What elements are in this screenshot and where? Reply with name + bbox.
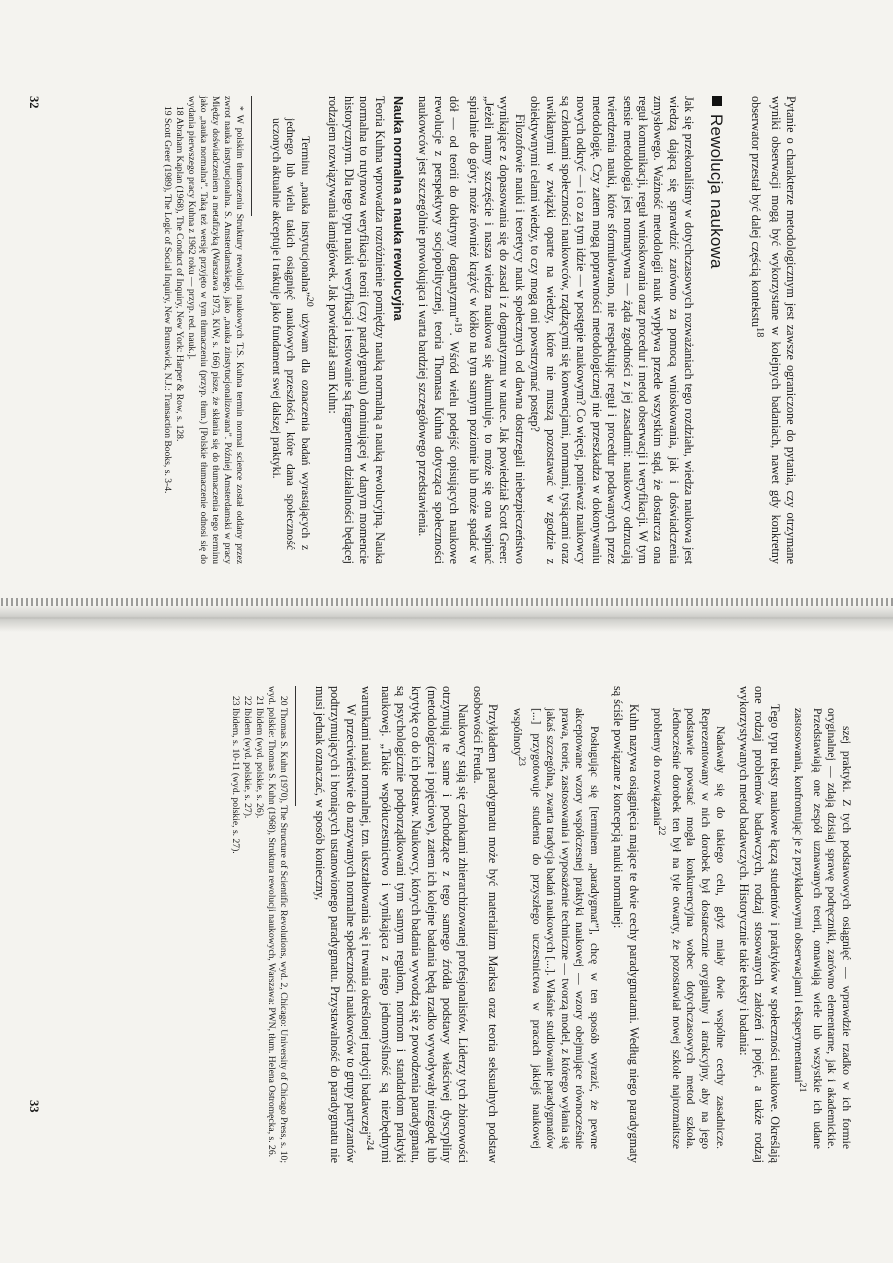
square-bullet-icon [712, 96, 722, 106]
page-number: 33 [27, 1100, 41, 1113]
section-title: Rewolucja naukowa [708, 96, 723, 564]
left-page [0, 0, 893, 610]
page-number: 32 [27, 96, 41, 109]
footnote: 20 Thomas S. Kuhn (1970), The Structure of Scientific Revolutions, wyd. 2, Chicago: University of Chicago Press, s. 10; wyd. polskie: Thomas S. Kuhn (1968), Struktura rewolucji naukowych, Warszawa: PWN, tłum. Helena Ostromęcka, s. 26. [265, 686, 289, 1163]
block-quote: szej praktyki. Z tych podstawowych osiągnięć — wprawdzie rzadko w ich formie oryginalnej — zdają dzisiaj sprawę podręczniki, zarówno elementarne, jak i akademickie. Przedstawiają one zespół uznawanych teorii, omawiają wiele lub wszystkie ich udane zastosowania, konfrontując je z przykładowymi obserwacjami i eksperymentami$^{21}$ [792, 708, 853, 1149]
paragraph: Tego typu teksty naukowe łączą studentów i praktyków w społeczności naukowe. Określają one rodzaj problemów badawczych, rodzaj stosowanych założeń i pojęć, a także rodzaj wykorzystywanych metod badawczych. Historycznie takie teksty i badania: [736, 686, 782, 1163]
paragraph: Kuhn nazywa osiągnięcia mające te dwie cechy paradygmatami. Według niego paradygmaty są ściśle powiązane z koncepcją nauki normalnej: [611, 686, 641, 1163]
right-page [0, 628, 893, 1263]
paragraph: Przykładem paradygmatu może być materializm Marksa oraz teoria seksualnych podstaw osobowości Freuda. [471, 686, 501, 1163]
paragraph: Naukowcy stają się członkami zhierarchizowanej profesjonalistów. Liderzy tych zbiorowości otrzymują te same i pochodzące z tego samego źródła podstawy właściwej dyscypliny (metodologiczne i pojęciowe), zatem ich kolejne badania będą rzadko wywoływały niezgodę lub krytykę co do ich podstaw. Naukowcy, których badania wywodzą się z powodzenia paradygmatu, są psychologicznie podporządkowani tym samym regułom, normom i standardom praktyki naukowej. „Takie współuczestnictwo i wynikająca z niego jednomyślność są niezbędnymi warunkami nauki normalnej, tzn. ukształtowania się i trwania określonej tradycji badawczej”$^{24}$ [359, 686, 470, 1163]
footnote-divider [251, 96, 252, 216]
footnote: 19 Scott Greer (1989), The Logic of Social Inquiry, New Brunswick, N.J.: Transaction Books, s. 3-4. [162, 106, 174, 494]
footnote: 22 Ibidem (wyd. polskie, s. 27). [241, 696, 253, 819]
subsection-title: Nauka normalna a nauka rewolucyjna [390, 96, 405, 321]
paragraph: Teoria Kuhna wprowadza rozróżnienie pomiędzy nauką normalną a nauką rewolucyjną. Nauka normalna to rutynowa weryfikacja teorii (czy paradygmatu) dominującej w danym momencie historycznym. Dla tego typu nauki weryfikacja i testowanie są fragmentem działalności będącej rodzajem rozwiązywania łamigłówek. Jak powiedział sam Kuhn: [326, 96, 387, 564]
paragraph: Filozofowie nauki i teoretycy nauk społecznych od dawna dostrzegali niebezpieczeństwo wynikające z dopasowania się do zasad i z dogmatyzmu w nauce. Jak powiedział Scott Greer: „Jeżeli mamy szczęście i nasza wiedza naukowa się akumuluje, to może się ona wspinać spiralnie do góry; może również krążyć w kółko na tym samym poziomie lub może spadać w dół — od teorii do doktryny dogmatyzmu”$^{19}$. Wśród wielu podejść opisujących naukowe rewolucje z perspektywy socjopolitycznej, teoria Thomasa Kuhna dotycząca społeczności naukowców jest szczególnie prowokująca i warta bardziej szczegółowego przedstawienia. [416, 96, 527, 564]
intro-paragraph: Pytanie o charakterze metodologicznym jest zawsze ograniczone do pytania, czy otrzymane wyniki obserwacji mogą być wykorzystane w kolejnych badaniach, nawet gdy konkretny obserwator przestał być dalej częścią kontekstu$^{18}$ [749, 96, 798, 564]
footnote-divider [295, 686, 296, 806]
footnote: * W polskim tłumaczeniu Struktury rewolucji naukowych T.S. Kuhna termin normal science został oddany przez zwrot nauka instytucjonalna. S. Amsterdamskiego, jako „nauka zinstytucjonalizowana”. Później Amsterdamski w pracy Między doświadczeniem a metafizyką (Warszawa 1973, KiW, s. 166) pisze, że skłania się do tłumaczenia tego terminu jako „nauka normalna”. Taką też wersję przyjęto w tym tłumaczeniu (przyp. tłum.) [Polskie tłumaczenie odnosi się do wydania pierwszego pracy Kuhna z 1962 roku — przyp. red. nauk.]. [186, 96, 246, 564]
block-quote: Terminu „nauka instytucjonalna”$^{20}$ używam dla oznaczenia badań wyrastających z jednego lub wielu takich osiągnięć naukowych przeszłości, które dana społeczność uczonych aktualnie akceptuje i traktuje jako fundament swej dalszej praktyki. [269, 118, 315, 551]
footnote: 18 Abraham Kaplan (1968), The Conduct of Inquiry, New York: Harper & Row, s. 128. [174, 106, 186, 442]
paragraph: Jak się przekonaliśmy w dotychczasowych rozważaniach tego rozdziału, wiedza naukowa jest wiedzą dającą się sprawdzić zarówno za pomocą wnioskowania, jak i doświadczenia zmysłowego. Ważność metodologii nauk wypływa przede wszystkim stąd, że dostarcza ona reguł komunikacji, reguł wnioskowania oraz procedur i metod obserwacji i weryfikacji. W tym sensie metodologia jest normatywna — żąda zgodności z jej zasadami: naukowcy odrzucają twierdzenia nauki, które sformułowano, nie respektując reguł i procedur podawanych przez metodologię. Czy zatem mogą poprawności metodologicznej nie przeszkadza w dokonywaniu nowych odkryć — i co za tym idzie — w postępie naukowym? Co więcej, ponieważ naukowcy są członkami społeczności naukowców, rządzącymi się konwencjami, normami, tysiącami oraz uwikłanymi w związki oparte na wiedzy, które nie muszą pozostawać w zgodzie z obiektywnymi celami wiedzy, to czy mogą oni powstrzymać postęp? [528, 96, 697, 564]
footnote: 21 Ibidem (wyd. polskie, s. 26). [253, 696, 265, 819]
scan-noise [0, 598, 893, 606]
block-quote: Posługując się [terminem „paradygmat”], chcę w ten sposób wyrazić, że pewne akceptowane wzory współczesnej praktyki naukowej — wzory obejmujące równocześnie prawa, teorie, zastosowania i wyposażenie techniczne — tworzą model, z którego wyłania się jakaś szczególna, zwarta tradycja badań naukowych [...]. Właśnie studiowanie paradygmatów [...] przygotowuje studenta do przyszłego uczestnictwa w pracach jakiejś naukowej wspólnoty$^{23}$ [511, 708, 601, 1149]
paragraph: W przeciwieństwie do nazywanych normalne społeczności naukowców to grupy partyzantów podtrzymujących i broniących ustanowionego paradygmatu. Przystawalność do paradygmatu nie musi jednak oznaczać, w sposób konieczny, [312, 686, 358, 1163]
footnote: 23 Ibidem, s. 10-11 (wyd. polskie, s. 27). [229, 696, 241, 854]
block-quote: Nadawały się do takiego celu, gdyż miały dwie wspólne cechy zasadnicze. Reprezentowany w nich dorobek był dostatecznie oryginalny i atrakcyjny, aby na jego podstawie powstać mogła konkurencyjna wobec dotychczasowych metod szkoła. Jednocześnie dorobek ten był na tyle otwarty, że pozostawiał nowej szkole najrozmaitsze problemy do rozwiązania$^{22}$ [651, 708, 727, 1149]
